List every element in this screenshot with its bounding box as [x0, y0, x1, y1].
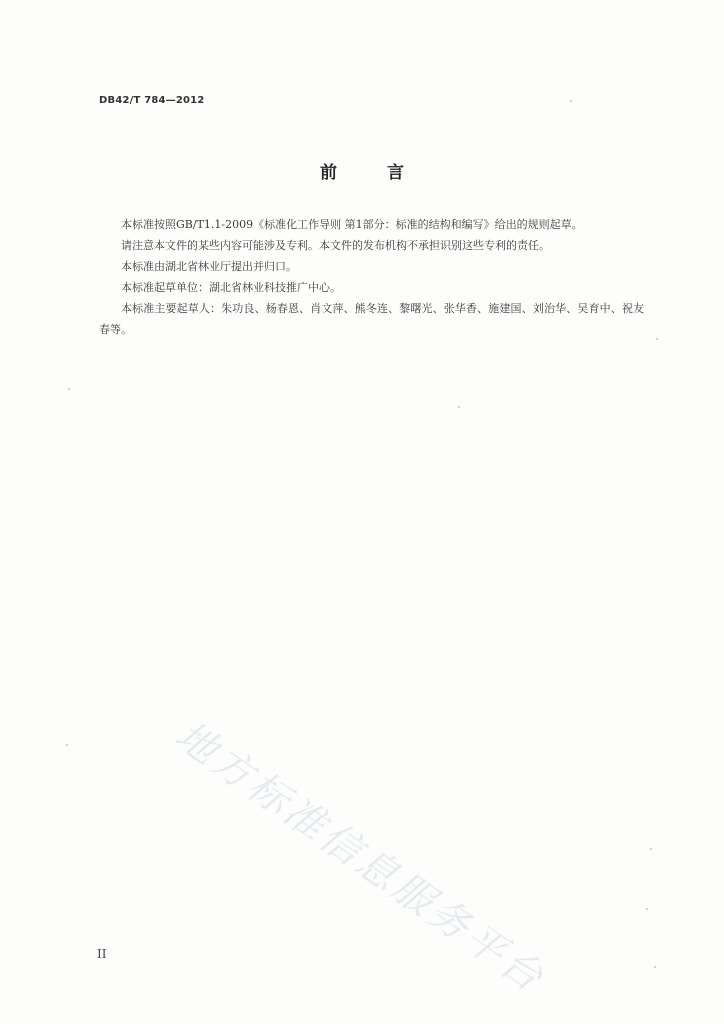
watermark-text: 地方标准信息服务平台: [166, 712, 554, 1003]
paragraph-proposer: 本标准由湖北省林业厅提出并归口。: [121, 260, 297, 273]
scan-speck: [570, 100, 572, 102]
scan-speck: [458, 406, 460, 408]
scan-speck: [68, 388, 70, 390]
page-number: II: [97, 947, 107, 961]
title-char-2: 言: [387, 163, 404, 183]
standard-code: DB42/T 784—2012: [99, 95, 205, 106]
scan-speck: [650, 848, 652, 850]
paragraph-drafting-unit: 本标准起草单位：湖北省林业科技推广中心。: [121, 281, 341, 294]
paragraph-patent-notice: 请注意本文件的某些内容可能涉及专利。本文件的发布机构不承担识别这些专利的责任。: [121, 239, 550, 252]
paragraph-drafters: 本标准主要起草人：朱功良、杨春恩、肖文萍、熊冬连、黎曙光、张华香、施建国、刘治华、吴育中、祝友春等。: [99, 302, 644, 336]
scan-speck: [646, 908, 648, 910]
foreword-body: [99, 214, 644, 340]
title-char-1: 前: [320, 163, 337, 183]
scan-speck: [66, 744, 68, 746]
page-title: [0, 158, 724, 183]
scan-speck: [654, 966, 656, 968]
paragraph-drafting-rules: 本标准按照GB/T1.1-2009《标准化工作导则 第1部分：标准的结构和编写》给出的规则起草。: [121, 218, 583, 231]
scan-speck: [656, 338, 658, 340]
